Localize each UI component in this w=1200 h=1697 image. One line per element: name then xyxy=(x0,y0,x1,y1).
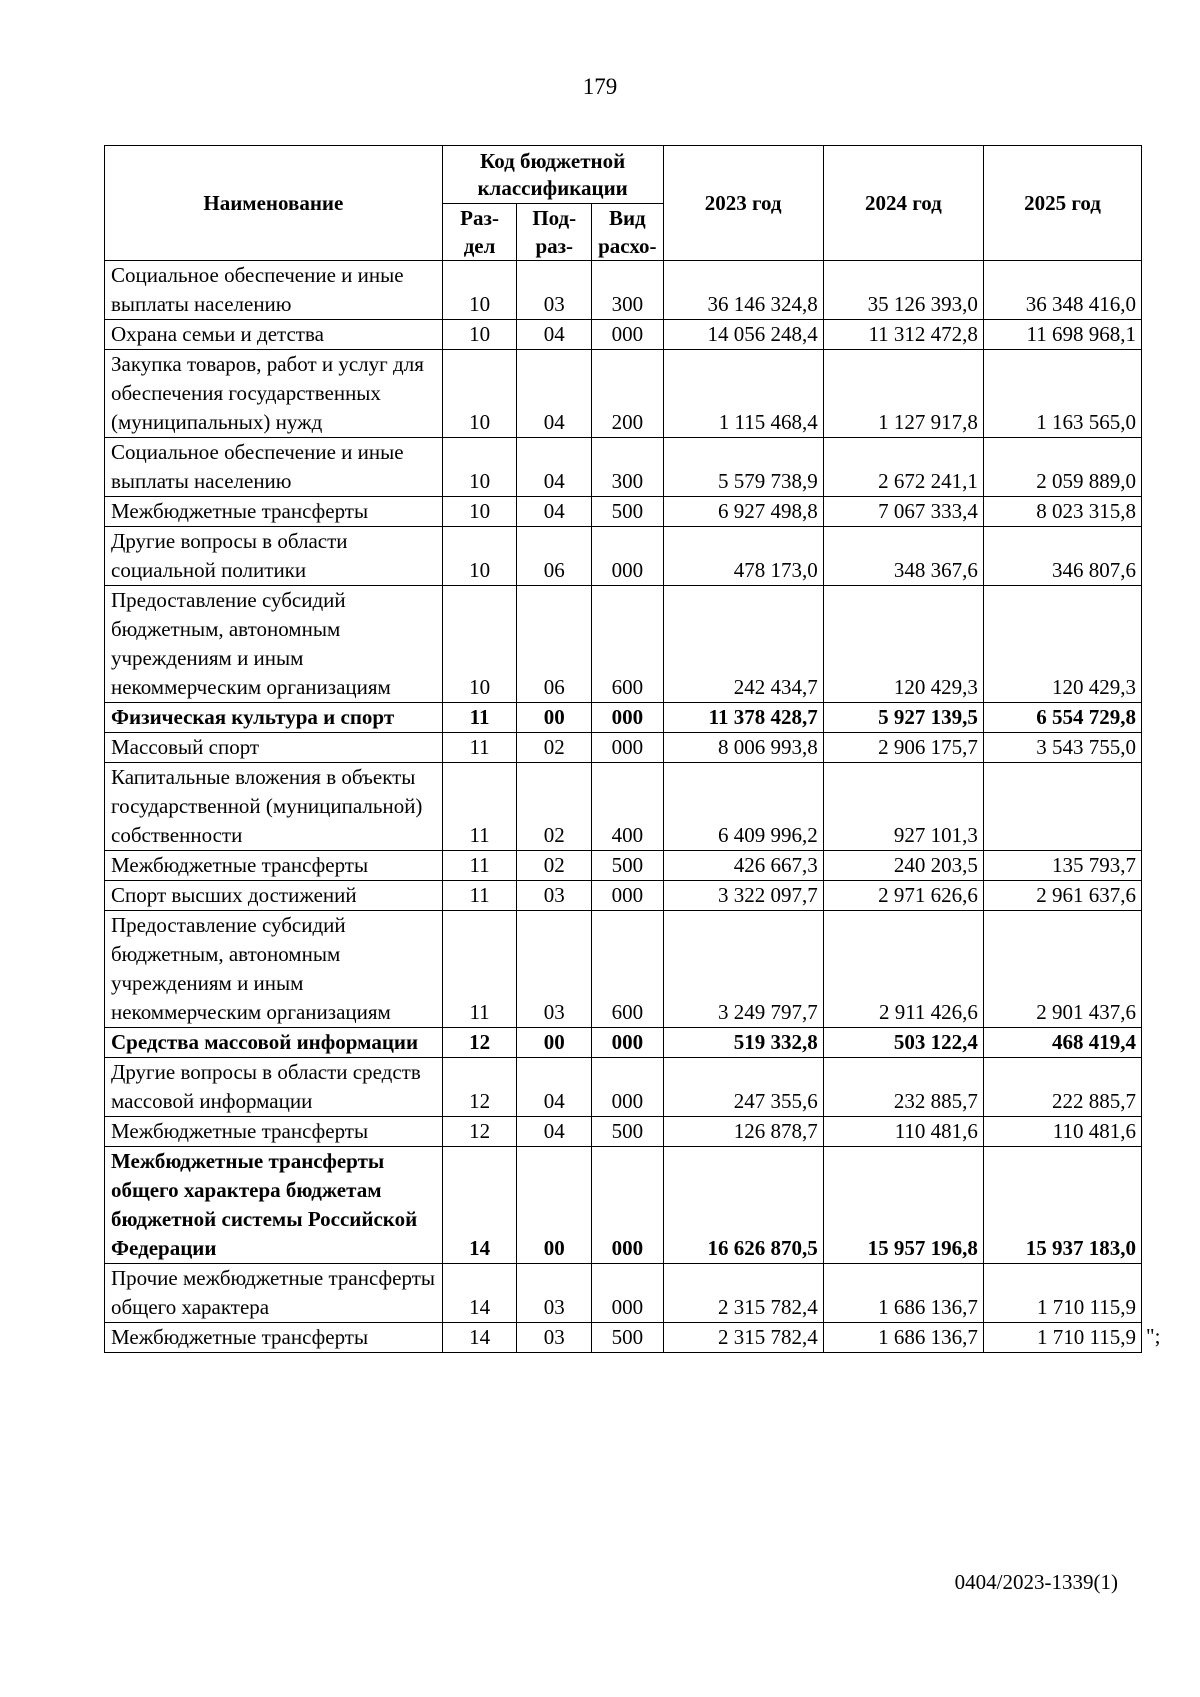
header-name: Наименование xyxy=(105,146,443,261)
row-name: Социальное обеспечение и иные выплаты населению xyxy=(105,261,443,320)
row-value-2024: 927 101,3 xyxy=(823,763,983,851)
row-expense-type: 200 xyxy=(592,350,663,438)
row-value-2023: 36 146 324,8 xyxy=(663,261,823,320)
table-row xyxy=(105,851,1142,881)
row-section: 11 xyxy=(442,733,517,763)
row-name: Межбюджетные трансферты xyxy=(105,497,443,527)
row-subsection: 04 xyxy=(517,350,592,438)
table-row xyxy=(105,1058,1142,1117)
row-value-2023: 8 006 993,8 xyxy=(663,733,823,763)
row-section: 14 xyxy=(442,1323,517,1353)
row-section: 10 xyxy=(442,586,517,703)
row-section: 11 xyxy=(442,703,517,733)
row-expense-type: 000 xyxy=(592,1028,663,1058)
row-value-2025: 346 807,6 xyxy=(983,527,1141,586)
row-value-2025: 120 429,3 xyxy=(983,586,1141,703)
row-expense-type: 000 xyxy=(592,1264,663,1323)
table-row xyxy=(105,586,1142,703)
row-name: Закупка товаров, работ и услуг для обеспечения государственных (муниципальных) нужд xyxy=(105,350,443,438)
header-year-2023: 2023 год xyxy=(663,146,823,261)
table-row xyxy=(105,1264,1142,1323)
row-subsection: 04 xyxy=(517,497,592,527)
row-subsection: 00 xyxy=(517,703,592,733)
row-expense-type: 400 xyxy=(592,763,663,851)
row-section: 14 xyxy=(442,1264,517,1323)
row-subsection: 04 xyxy=(517,1117,592,1147)
row-name: Межбюджетные трансферты общего характера бюджетам бюджетной системы Российской Федерации xyxy=(105,1147,443,1264)
row-value-2024: 503 122,4 xyxy=(823,1028,983,1058)
row-value-2025: 110 481,6 xyxy=(983,1117,1141,1147)
row-value-2023: 426 667,3 xyxy=(663,851,823,881)
row-value-2023: 3 249 797,7 xyxy=(663,911,823,1028)
row-value-2024: 35 126 393,0 xyxy=(823,261,983,320)
table-row xyxy=(105,703,1142,733)
header-year-2025: 2025 год xyxy=(983,146,1141,261)
row-expense-type: 300 xyxy=(592,261,663,320)
row-section: 11 xyxy=(442,911,517,1028)
row-section: 10 xyxy=(442,261,517,320)
row-expense-type: 500 xyxy=(592,1323,663,1353)
row-value-2023: 2 315 782,4 xyxy=(663,1323,823,1353)
row-expense-type: 000 xyxy=(592,881,663,911)
row-subsection: 04 xyxy=(517,1058,592,1117)
row-value-2024: 348 367,6 xyxy=(823,527,983,586)
document-code: 0404/2023-1339(1) xyxy=(954,1570,1118,1594)
row-subsection: 02 xyxy=(517,851,592,881)
row-expense-type: 000 xyxy=(592,1058,663,1117)
table-row xyxy=(105,350,1142,438)
row-expense-type: 000 xyxy=(592,1147,663,1264)
row-subsection: 03 xyxy=(517,881,592,911)
header-expense-type: Вид расхо- xyxy=(592,204,663,261)
row-name: Межбюджетные трансферты xyxy=(105,1323,443,1353)
row-value-2024: 2 672 241,1 xyxy=(823,438,983,497)
row-value-2025: 1 710 115,9 xyxy=(983,1264,1141,1323)
table-row xyxy=(105,1147,1142,1264)
row-section: 10 xyxy=(442,438,517,497)
table-row xyxy=(105,881,1142,911)
row-section: 14 xyxy=(442,1147,517,1264)
row-subsection: 03 xyxy=(517,1264,592,1323)
row-subsection: 00 xyxy=(517,1028,592,1058)
row-value-2023: 1 115 468,4 xyxy=(663,350,823,438)
table-row xyxy=(105,733,1142,763)
row-value-2023: 478 173,0 xyxy=(663,527,823,586)
table-row xyxy=(105,320,1142,350)
row-value-2024: 232 885,7 xyxy=(823,1058,983,1117)
row-value-2023: 14 056 248,4 xyxy=(663,320,823,350)
row-section: 10 xyxy=(442,497,517,527)
row-name: Предоставление субсидий бюджетным, автономным учреждениям и иным некоммерческим организациям xyxy=(105,586,443,703)
row-value-2024: 1 686 136,7 xyxy=(823,1323,983,1353)
row-value-2025: 1 710 115,9 xyxy=(983,1323,1141,1353)
row-subsection: 03 xyxy=(517,261,592,320)
row-section: 10 xyxy=(442,350,517,438)
row-subsection: 00 xyxy=(517,1147,592,1264)
row-name: Капитальные вложения в объекты государственной (муниципальной) собственности xyxy=(105,763,443,851)
row-expense-type: 500 xyxy=(592,497,663,527)
row-value-2023: 247 355,6 xyxy=(663,1058,823,1117)
table-body xyxy=(105,261,1142,1353)
row-name: Предоставление субсидий бюджетным, автономным учреждениям и иным некоммерческим организациям xyxy=(105,911,443,1028)
row-value-2024: 5 927 139,5 xyxy=(823,703,983,733)
row-expense-type: 500 xyxy=(592,851,663,881)
table-row xyxy=(105,261,1142,320)
header-subsection: Под- раз- xyxy=(517,204,592,261)
row-subsection: 06 xyxy=(517,586,592,703)
row-subsection: 04 xyxy=(517,438,592,497)
row-section: 11 xyxy=(442,881,517,911)
table-header xyxy=(105,146,1142,261)
row-value-2025: 2 059 889,0 xyxy=(983,438,1141,497)
table-row xyxy=(105,527,1142,586)
row-subsection: 03 xyxy=(517,1323,592,1353)
row-value-2023: 5 579 738,9 xyxy=(663,438,823,497)
row-name: Прочие межбюджетные трансферты общего характера xyxy=(105,1264,443,1323)
row-expense-type: 600 xyxy=(592,586,663,703)
row-value-2025: 6 554 729,8 xyxy=(983,703,1141,733)
row-name: Охрана семьи и детства xyxy=(105,320,443,350)
row-value-2023: 6 409 996,2 xyxy=(663,763,823,851)
row-value-2023: 11 378 428,7 xyxy=(663,703,823,733)
budget-table xyxy=(104,145,1142,1353)
row-value-2024: 7 067 333,4 xyxy=(823,497,983,527)
row-subsection: 04 xyxy=(517,320,592,350)
row-value-2023: 126 878,7 xyxy=(663,1117,823,1147)
row-value-2023: 16 626 870,5 xyxy=(663,1147,823,1264)
row-value-2025 xyxy=(983,763,1141,851)
row-section: 10 xyxy=(442,527,517,586)
row-value-2024: 240 203,5 xyxy=(823,851,983,881)
row-section: 11 xyxy=(442,851,517,881)
row-subsection: 02 xyxy=(517,733,592,763)
row-value-2025: 468 419,4 xyxy=(983,1028,1141,1058)
row-value-2023: 2 315 782,4 xyxy=(663,1264,823,1323)
row-name: Социальное обеспечение и иные выплаты населению xyxy=(105,438,443,497)
row-value-2024: 2 971 626,6 xyxy=(823,881,983,911)
row-value-2025: 1 163 565,0 xyxy=(983,350,1141,438)
row-value-2024: 11 312 472,8 xyxy=(823,320,983,350)
row-expense-type: 600 xyxy=(592,911,663,1028)
row-name: Спорт высших достижений xyxy=(105,881,443,911)
row-value-2024: 2 906 175,7 xyxy=(823,733,983,763)
row-expense-type: 000 xyxy=(592,527,663,586)
row-expense-type: 500 xyxy=(592,1117,663,1147)
row-value-2024: 120 429,3 xyxy=(823,586,983,703)
row-value-2025: 135 793,7 xyxy=(983,851,1141,881)
row-section: 10 xyxy=(442,320,517,350)
table-row xyxy=(105,438,1142,497)
row-name: Массовый спорт xyxy=(105,733,443,763)
table-row xyxy=(105,1323,1142,1353)
row-value-2025: 36 348 416,0 xyxy=(983,261,1141,320)
row-value-2025: 3 543 755,0 xyxy=(983,733,1141,763)
row-value-2025: 222 885,7 xyxy=(983,1058,1141,1117)
row-value-2023: 242 434,7 xyxy=(663,586,823,703)
row-name: Межбюджетные трансферты xyxy=(105,1117,443,1147)
table-row xyxy=(105,1117,1142,1147)
header-year-2024: 2024 год xyxy=(823,146,983,261)
header-section: Раз- дел xyxy=(442,204,517,261)
row-subsection: 06 xyxy=(517,527,592,586)
row-value-2025: 8 023 315,8 xyxy=(983,497,1141,527)
row-section: 12 xyxy=(442,1028,517,1058)
row-expense-type: 000 xyxy=(592,703,663,733)
row-expense-type: 000 xyxy=(592,733,663,763)
row-value-2023: 519 332,8 xyxy=(663,1028,823,1058)
row-name: Физическая культура и спорт xyxy=(105,703,443,733)
row-expense-type: 000 xyxy=(592,320,663,350)
row-value-2024: 110 481,6 xyxy=(823,1117,983,1147)
table-row xyxy=(105,763,1142,851)
row-value-2023: 3 322 097,7 xyxy=(663,881,823,911)
row-subsection: 02 xyxy=(517,763,592,851)
row-value-2024: 1 127 917,8 xyxy=(823,350,983,438)
table-row xyxy=(105,911,1142,1028)
row-name: Средства массовой информации xyxy=(105,1028,443,1058)
row-subsection: 03 xyxy=(517,911,592,1028)
row-value-2024: 2 911 426,6 xyxy=(823,911,983,1028)
row-section: 11 xyxy=(442,763,517,851)
row-value-2024: 1 686 136,7 xyxy=(823,1264,983,1323)
table-row xyxy=(105,1028,1142,1058)
row-name: Другие вопросы в области социальной политики xyxy=(105,527,443,586)
row-name: Другие вопросы в области средств массовой информации xyxy=(105,1058,443,1117)
row-value-2024: 15 957 196,8 xyxy=(823,1147,983,1264)
row-section: 12 xyxy=(442,1117,517,1147)
row-value-2025: 2 961 637,6 xyxy=(983,881,1141,911)
header-code-group: Код бюджетной классификации xyxy=(442,146,663,204)
table-row xyxy=(105,497,1142,527)
closing-quote-mark: "; xyxy=(1146,1323,1161,1348)
row-value-2025: 11 698 968,1 xyxy=(983,320,1141,350)
page-number: 179 xyxy=(582,74,618,99)
row-expense-type: 300 xyxy=(592,438,663,497)
row-value-2025: 2 901 437,6 xyxy=(983,911,1141,1028)
row-section: 12 xyxy=(442,1058,517,1117)
row-name: Межбюджетные трансферты xyxy=(105,851,443,881)
row-value-2023: 6 927 498,8 xyxy=(663,497,823,527)
row-value-2025: 15 937 183,0 xyxy=(983,1147,1141,1264)
